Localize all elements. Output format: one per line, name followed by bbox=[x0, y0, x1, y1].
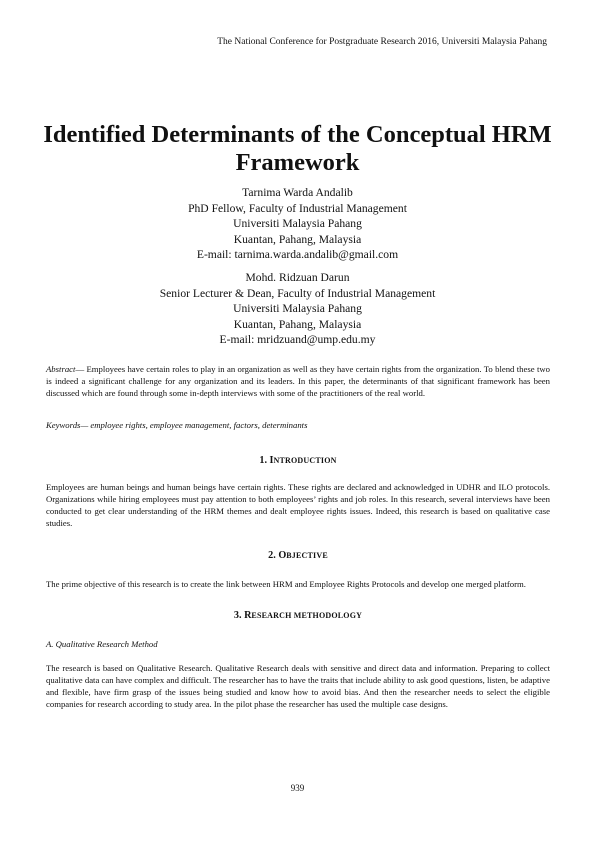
author-name: Mohd. Ridzuan Darun bbox=[245, 271, 350, 284]
page-number: 939 bbox=[290, 783, 305, 793]
author-university: Universiti Malaysia Pahang bbox=[233, 302, 362, 315]
author-email: E-mail: tarnima.warda.andalib@gmail.com bbox=[196, 248, 399, 261]
section-number: 2. O bbox=[268, 550, 287, 561]
author-location: Kuantan, Pahang, Malaysia bbox=[233, 317, 362, 331]
abstract-text: Employees have certain roles to play in an organization as well as they have certain rights from the organization. To blend these two is indeed a significant challenge for any organization and its leaders. In this paper, the determinants of that significant framework has been discussed which are found through some in-depth interviews with some of the practitioners of the real world. bbox=[46, 364, 550, 398]
abstract bbox=[46, 363, 550, 399]
abstract-label: Abstract bbox=[46, 364, 76, 374]
running-head: The National Conference for Postgraduate Research 2016, Universiti Malaysia Pahang bbox=[217, 37, 547, 47]
author-role: PhD Fellow, Faculty of Industrial Management bbox=[188, 201, 407, 215]
section-title: BJECTIVE bbox=[286, 551, 328, 560]
abstract-dash: — bbox=[75, 364, 85, 374]
section-title: NTRODUCTION bbox=[273, 456, 337, 465]
objective-paragraph: The prime objective of this research is to create the link between HRM and Employee Rights Protocols and develop one merged platform. bbox=[46, 579, 526, 589]
keywords-label: Keywords bbox=[46, 420, 81, 430]
section-heading-objective bbox=[46, 550, 550, 561]
keywords-text: — employee rights, employee management, factors, determinants bbox=[80, 420, 308, 430]
keywords bbox=[46, 419, 550, 431]
author-block-2 bbox=[60, 270, 535, 348]
author-block-1 bbox=[60, 185, 535, 263]
paper-title: Identified Determinants of the Conceptual HRM Framework bbox=[43, 121, 552, 176]
author-role: Senior Lecturer & Dean, Faculty of Industrial Management bbox=[159, 286, 436, 300]
section-title: ESEARCH METHODOLOGY bbox=[251, 611, 363, 620]
methodology-paragraph: The research is based on Qualitative Research. Qualitative Research deals with sensitive and direct data and information. Preparing to collect qualitative data can have complex and difficult. The researcher has to have the traits that include ability to ask good questions, listen, be adaptive and flexible, have firm grasp of the issues being studied and know how to avoid bias. And then the researcher needs to select the eligible companies for research according to study area. In the pilot phase the researcher has used the multiple case designs. bbox=[46, 663, 550, 709]
author-location: Kuantan, Pahang, Malaysia bbox=[233, 232, 362, 246]
section-heading-introduction bbox=[46, 455, 550, 466]
section-heading-methodology bbox=[46, 610, 550, 621]
author-name: Tarnima Warda Andalib bbox=[242, 186, 353, 199]
introduction-paragraph: Employees are human beings and human beings have certain rights. These rights are declared and acknowledged in UDHR and ILO protocols. Organizations while hiring employees must pay attention to both employees’ rights and job roles. In this research, several interviews have been conducted to get clear understanding of the HRM themes and dealt employee rights issues. Indeed, this research is based on qualitative case studies. bbox=[46, 482, 550, 528]
section-number: 3. R bbox=[233, 610, 252, 621]
author-university: Universiti Malaysia Pahang bbox=[233, 217, 362, 230]
author-email: E-mail: mridzuand@ump.edu.my bbox=[219, 333, 376, 346]
subsection-heading: A. Qualitative Research Method bbox=[46, 639, 158, 649]
section-number: 1. I bbox=[259, 455, 274, 466]
